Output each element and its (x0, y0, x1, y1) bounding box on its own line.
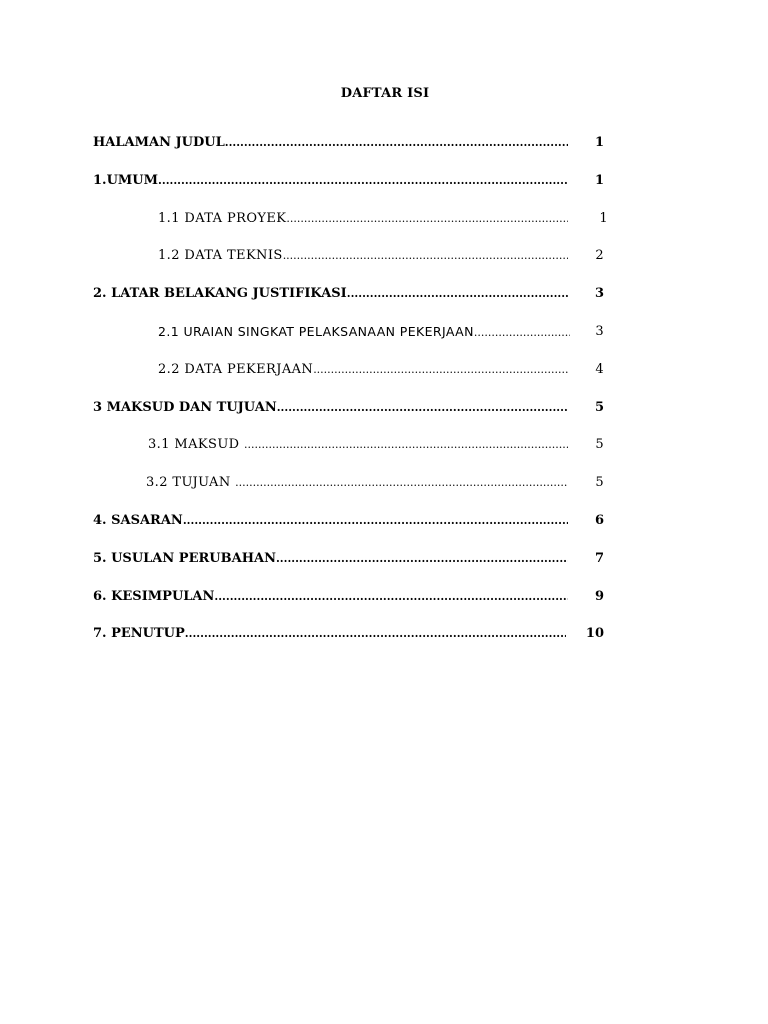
toc-entry-label: 2.2 DATA PEKERJAAN (158, 362, 314, 377)
toc-entry-page-number: 6 (594, 513, 604, 528)
toc-entry-label: 2. LATAR BELAKANG JUSTIFIKASI (93, 286, 347, 301)
toc-entry-page-number: 1 (594, 173, 604, 188)
dot-leader (283, 246, 568, 266)
toc-entry-label: 4. SASARAN (93, 513, 183, 528)
toc-entry-page-number: 1 (599, 211, 608, 226)
toc-entry-data-teknis (0, 246, 768, 266)
dot-leader (225, 133, 568, 153)
toc-entry-label: 7. PENUTUP (93, 626, 185, 641)
toc-entry-page-number: 1 (594, 135, 604, 150)
dot-leader (286, 209, 568, 229)
toc-entry-penutup (0, 624, 768, 644)
toc-entry-latar-belakang (0, 284, 768, 304)
toc-entry-kesimpulan (0, 587, 768, 607)
toc-entry-sasaran (0, 511, 768, 531)
toc-entry-page-number: 10 (585, 626, 604, 641)
toc-entry-label: 3 MAKSUD DAN TUJUAN (93, 400, 277, 415)
toc-entry-label: 6. KESIMPULAN (93, 589, 215, 604)
toc-entry-page-number: 5 (595, 437, 604, 452)
toc-entry-label: 2.1 URAIAN SINGKAT PELAKSANAAN PEKERJAAN (158, 324, 474, 339)
toc-entry-uraian-singkat (0, 322, 768, 342)
toc-entry-page-number: 3 (594, 286, 604, 301)
toc-entry-page-number: 4 (595, 362, 604, 377)
toc-entry-label: HALAMAN JUDUL (93, 135, 225, 150)
toc-entry-maksud (0, 435, 768, 455)
dot-leader (158, 171, 568, 191)
dot-leader (347, 284, 568, 304)
toc-entry-label: 1.2 DATA TEKNIS (158, 248, 283, 263)
toc-entry-label: 1.UMUM (93, 173, 159, 188)
toc-entry-halaman-judul (0, 133, 768, 153)
dot-leader (474, 323, 570, 342)
dot-leader (313, 360, 568, 380)
toc-title: DAFTAR ISI (340, 86, 430, 101)
toc-entry-maksud-dan-tujuan (0, 398, 768, 418)
toc-entry-label: 3.2 TUJUAN (146, 475, 236, 490)
toc-entry-label: 5. USULAN PERUBAHAN (93, 551, 276, 566)
toc-entry-usulan-perubahan (0, 549, 768, 569)
dot-leader (235, 473, 568, 493)
dot-leader (276, 549, 568, 569)
toc-entry-page-number: 2 (595, 248, 604, 263)
dot-leader (214, 587, 568, 607)
toc-entry-data-proyek (0, 209, 768, 229)
dot-leader (277, 398, 568, 418)
dot-leader (244, 435, 568, 455)
toc-entry-umum (0, 171, 768, 191)
toc-entry-label: 1.1 DATA PROYEK (158, 211, 287, 226)
toc-entry-page-number: 9 (594, 589, 604, 604)
toc-entry-page-number: 5 (594, 400, 604, 415)
toc-entry-label: 3.1 MAKSUD (148, 437, 245, 452)
toc-entry-page-number: 5 (595, 475, 604, 490)
toc-entry-data-pekerjaan (0, 360, 768, 380)
toc-entry-tujuan (0, 473, 768, 493)
dot-leader (185, 624, 566, 644)
toc-entry-page-number: 3 (595, 324, 604, 339)
toc-entry-page-number: 7 (594, 551, 604, 566)
dot-leader (183, 511, 568, 531)
